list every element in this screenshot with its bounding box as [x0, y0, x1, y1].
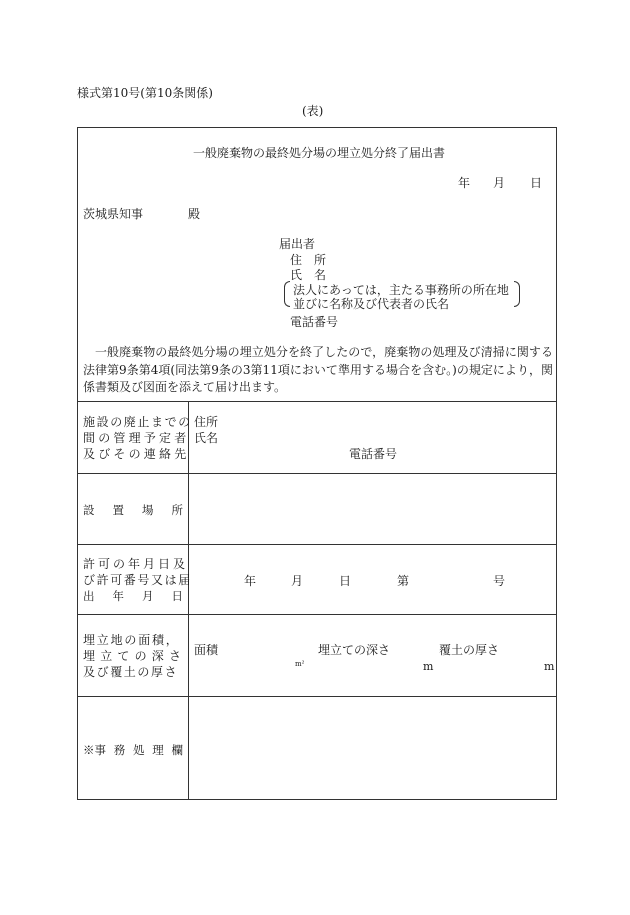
date-day-label: 日 [530, 176, 543, 190]
permit-char-2: 年 [112, 589, 124, 603]
divider-row-1 [77, 473, 557, 474]
office-char-3: 処 [133, 743, 145, 757]
manager-phone-label: 電話番号 [349, 447, 398, 461]
landfill-label-line1: 埋立地の面積， [83, 633, 180, 647]
location-char-4: 所 [171, 503, 183, 517]
office-char-4: 理 [152, 743, 164, 757]
form-title: 一般廃棄物の最終処分場の埋立処分終了届出書 [193, 146, 446, 160]
date-month-label: 月 [493, 176, 506, 190]
location-char-3: 場 [142, 503, 154, 517]
landfill-cover-label: 覆土の厚さ [439, 643, 500, 657]
form-frame [77, 127, 557, 800]
addressee-name: 茨城県知事 [83, 207, 144, 221]
manager-address-label: 住所 [194, 415, 219, 429]
landfill-area-unit: m² [295, 660, 305, 668]
permit-number-suffix: 号 [493, 574, 506, 588]
permit-char-3: 月 [142, 589, 154, 603]
manager-label-line2: 間の管理予定者 [83, 431, 190, 445]
manager-label-line3: 及びその連絡先 [83, 447, 190, 461]
manager-label-line1: 施設の廃止までの [83, 415, 192, 429]
office-char-5: 欄 [171, 743, 183, 757]
office-use-label [83, 743, 183, 757]
permit-year-label: 年 [244, 574, 257, 588]
location-char-2: 置 [112, 503, 124, 517]
divider-header [77, 401, 557, 402]
permit-number-prefix: 第 [397, 574, 410, 588]
right-bracket [514, 281, 520, 307]
landfill-area-label: 面積 [194, 643, 219, 657]
permit-month-label: 月 [291, 574, 304, 588]
form-number: 様式第10号(第10条関係) [77, 86, 213, 100]
side-label: (表) [302, 104, 324, 118]
addressee-honorific: 殿 [188, 207, 201, 221]
location-label [83, 503, 183, 517]
landfill-depth-label: 埋立ての深さ [318, 643, 391, 657]
applicant-phone-label: 電話番号 [290, 315, 339, 329]
left-bracket [284, 281, 290, 307]
applicant-heading: 届出者 [279, 237, 316, 251]
landfill-label-line3: 及び覆土の厚さ [83, 665, 179, 679]
office-char-2: 務 [113, 743, 126, 757]
manager-name-label: 氏名 [194, 431, 219, 445]
location-char-1: 設 [83, 503, 95, 517]
permit-label-line3 [83, 589, 183, 603]
date-year-label: 年 [458, 176, 471, 190]
divider-row-4 [77, 696, 557, 697]
divider-row-2 [77, 544, 557, 545]
permit-char-1: 出 [83, 589, 95, 603]
permit-char-4: 日 [171, 589, 183, 603]
office-char-1: ※事 [83, 743, 106, 757]
landfill-depth-unit: m [423, 660, 434, 673]
applicant-address-label: 住 所 [290, 253, 327, 267]
permit-day-label: 日 [339, 574, 352, 588]
landfill-label-line2: 埋立ての深さ [83, 649, 187, 663]
applicant-note-line2: 並びに名称及び代表者の氏名 [293, 297, 450, 311]
landfill-cover-unit: m [544, 660, 555, 673]
declaration-text: 一般廃棄物の最終処分場の埋立処分を終了したので，廃棄物の処理及び清掃に関する法律第9条第4項(同法第9条の3第11項において準用する場合を含む。)の規定により，関係書類及び図面を添えて届け出ます。 [83, 345, 553, 394]
applicant-name-label: 氏 名 [290, 268, 327, 282]
permit-label-line1: 許可の年月日及 [83, 557, 189, 571]
permit-label-line2: び許可番号又は届 [83, 573, 192, 587]
applicant-note-line1: 法人にあっては，主たる事務所の所在地 [293, 283, 509, 297]
divider-row-3 [77, 614, 557, 615]
